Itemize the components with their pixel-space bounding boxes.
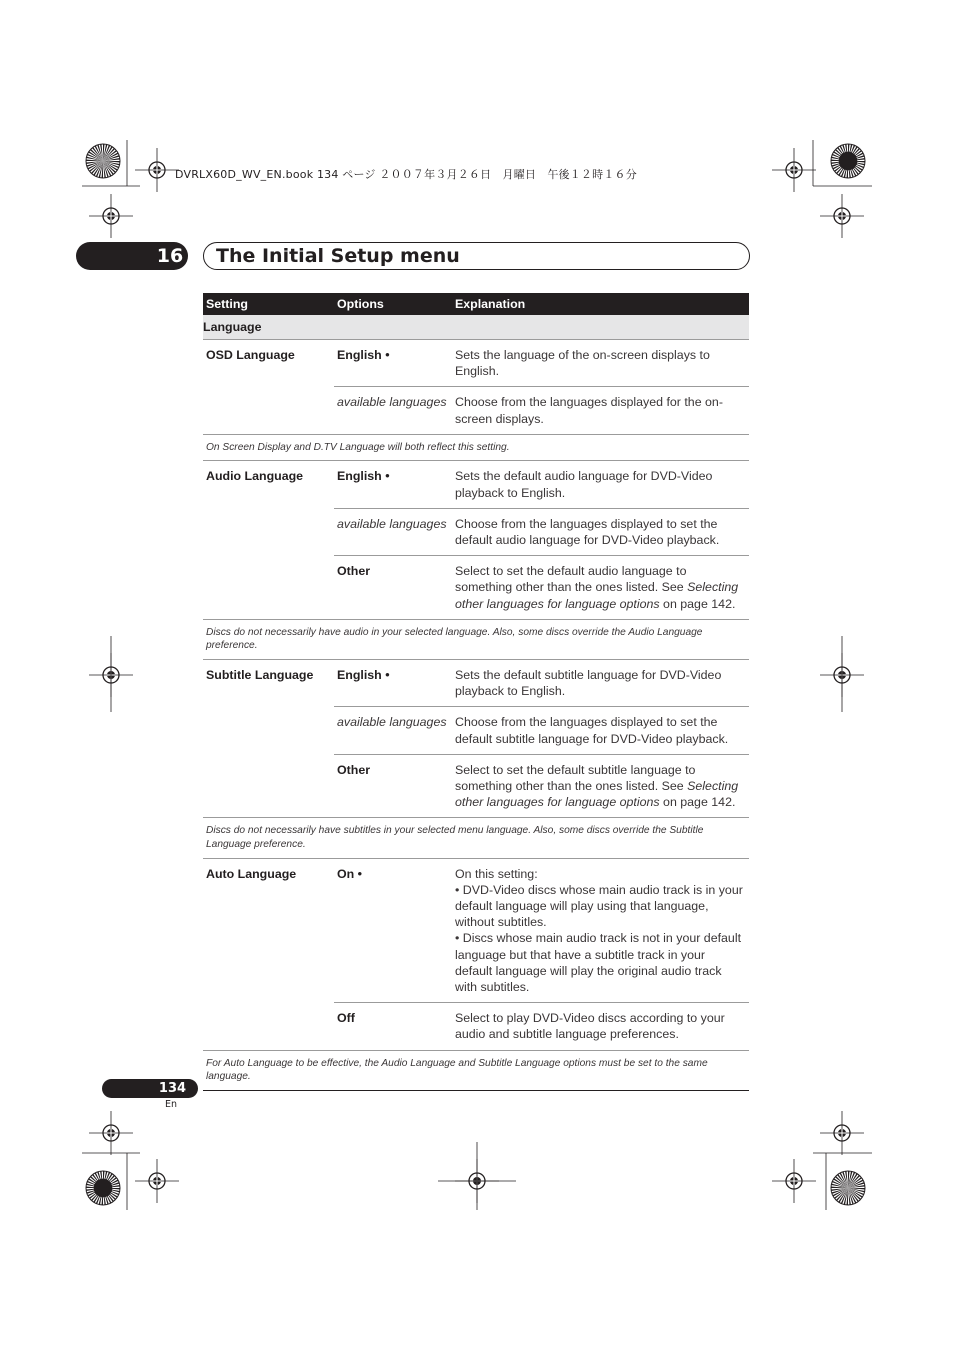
note-text: On Screen Display and D.TV Language will both reflect this setting. xyxy=(203,434,749,461)
cross-reference-link[interactable]: Selecting other languages for language options xyxy=(455,580,739,611)
option-explanation xyxy=(452,556,749,620)
setting-name: Auto Language xyxy=(203,858,334,1050)
option-explanation: Choose from the languages displayed for the on-screen displays. xyxy=(452,387,749,434)
column-header-options: Options xyxy=(334,293,452,315)
registration-crosshair-icon xyxy=(135,148,179,192)
explanation-text: on page 142. xyxy=(659,795,736,810)
registration-starburst-icon xyxy=(86,144,120,178)
table-note xyxy=(203,619,749,659)
option-value: English • xyxy=(334,340,452,387)
note-text: Discs do not necessarily have subtitles in your selected menu language. Also, some discs override the Subtitle Language preference. xyxy=(203,818,749,858)
registration-crosshair-icon xyxy=(135,1159,179,1203)
print-file-info: DVRLX60D_WV_EN.book 134 ページ ２００７年３月２６日 月曜日 午後１２時１６分 xyxy=(175,168,637,181)
option-value: available languages xyxy=(334,508,452,555)
table-row xyxy=(203,858,749,1003)
explanation-text: on page 142. xyxy=(659,596,736,611)
option-explanation xyxy=(452,858,749,1003)
explanation-line: On this setting: xyxy=(455,866,538,881)
cross-reference-link[interactable]: Selecting other languages for language options xyxy=(455,779,739,810)
settings-table xyxy=(203,293,749,1091)
registration-starburst-icon xyxy=(831,1171,865,1205)
registration-crosshair-icon xyxy=(820,1111,864,1155)
option-value: Off xyxy=(334,1003,452,1050)
option-explanation: Sets the default audio language for DVD-Video playback to English. xyxy=(452,461,749,508)
option-explanation xyxy=(452,754,749,818)
table-note xyxy=(203,818,749,858)
category-row xyxy=(203,315,749,340)
chapter-title: The Initial Setup menu xyxy=(216,245,460,267)
option-value: Other xyxy=(334,754,452,818)
setting-name: Subtitle Language xyxy=(203,660,334,818)
registration-crosshair-icon xyxy=(772,148,816,192)
page-number: 134 xyxy=(158,1081,187,1096)
registration-crosshair-icon xyxy=(89,1111,133,1155)
explanation-text: Select to set the default subtitle language to something other than the ones listed. See xyxy=(455,762,696,794)
option-value: Other xyxy=(334,556,452,620)
chapter-number: 16 xyxy=(156,245,184,267)
table-note xyxy=(203,1050,749,1090)
note-text: For Auto Language to be effective, the Audio Language and Subtitle Language options must be set to the same language. xyxy=(203,1050,749,1090)
option-value: available languages xyxy=(334,387,452,434)
option-value: available languages xyxy=(334,707,452,754)
table-note xyxy=(203,434,749,461)
column-header-explanation: Explanation xyxy=(452,293,749,315)
option-explanation: Select to play DVD-Video discs according to your audio and subtitle language preferences. xyxy=(452,1003,749,1050)
column-header-setting: Setting xyxy=(203,293,334,315)
registration-crosshair-icon xyxy=(772,1159,816,1203)
option-explanation: Sets the language of the on-screen displays to English. xyxy=(452,340,749,387)
explanation-bullet: • DVD-Video discs whose main audio track is in your default language will play using that language, without subtitles. xyxy=(455,882,743,930)
option-value: On • xyxy=(334,858,452,1003)
page-language: En xyxy=(165,1099,178,1110)
registration-starburst-icon xyxy=(86,1171,120,1205)
table-row xyxy=(203,461,749,508)
table-row xyxy=(203,340,749,387)
registration-crosshair-icon xyxy=(89,194,133,238)
option-explanation: Choose from the languages displayed to set the default audio language for DVD-Video playback. xyxy=(452,508,749,555)
table-header-row xyxy=(203,293,749,315)
option-value: English • xyxy=(334,461,452,508)
setting-name: OSD Language xyxy=(203,340,334,435)
table-row xyxy=(203,660,749,707)
option-explanation: Choose from the languages displayed to set the default subtitle language for DVD-Video playback. xyxy=(452,707,749,754)
explanation-text: Select to set the default audio language to something other than the ones listed. See xyxy=(455,564,688,595)
category-label: Language xyxy=(203,315,749,340)
option-value: English • xyxy=(334,660,452,707)
explanation-bullet: • Discs whose main audio track is not in your default language but that have a subtitle track in your default language will play the original audio track with subtitles. xyxy=(455,931,742,995)
option-explanation: Sets the default subtitle language for DVD-Video playback to English. xyxy=(452,660,749,707)
setting-name: Audio Language xyxy=(203,461,334,619)
registration-starburst-icon xyxy=(831,144,865,178)
note-text: Discs do not necessarily have audio in your selected language. Also, some discs override the Audio Language preference. xyxy=(203,619,749,659)
registration-crosshair-icon xyxy=(820,194,864,238)
